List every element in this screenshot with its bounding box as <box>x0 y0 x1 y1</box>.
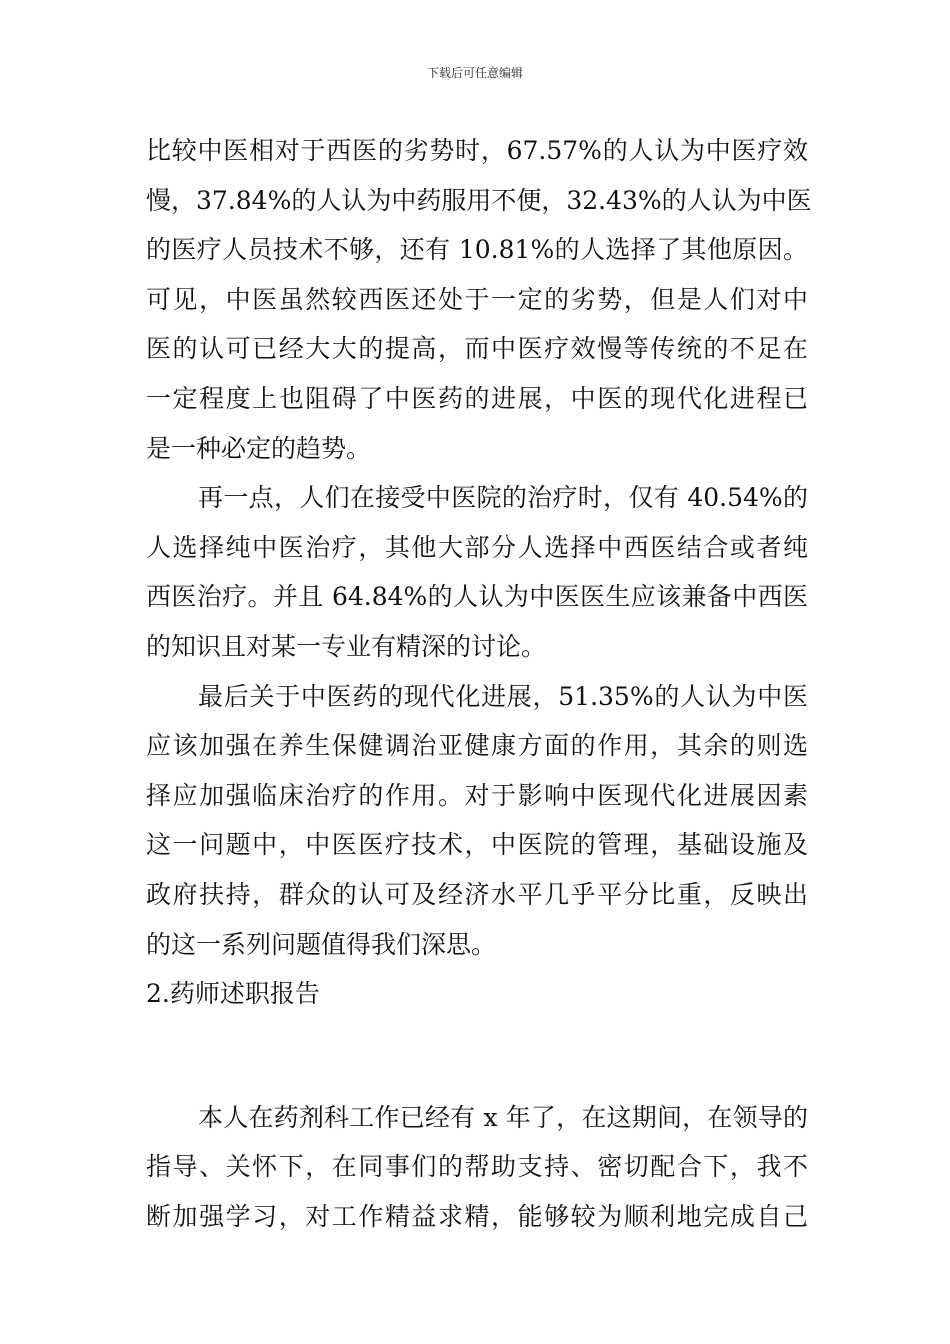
text-line: 慢，37.84%的人认为中药服用不便，32.43%的人认为中医 <box>146 185 812 215</box>
text-line: 断加强学习，对工作精益求精，能够较为顺利地完成自己 <box>146 1201 808 1231</box>
paragraph-report <box>146 1093 808 1242</box>
text-line: 的知识且对某一专业有精深的讨论。 <box>146 631 547 661</box>
text-line: 人选择纯中医治疗，其他大部分人选择中西医结合或者纯 <box>146 532 808 562</box>
text-line: 择应加强临床治疗的作用。对于影响中医现代化进展因素 <box>146 780 808 810</box>
text-line: 政府扶持，群众的认可及经济水平几乎平分比重，反映出 <box>146 879 808 909</box>
text-line: 是一种必定的趋势。 <box>146 433 372 463</box>
text-line: 再一点，人们在接受中医院的治疗时，仅有 40.54%的 <box>198 483 808 513</box>
paragraph-disadvantages <box>146 126 812 473</box>
text-line: 应该加强在养生保健调治亚健康方面的作用，其余的则选 <box>146 731 808 761</box>
text-line: 指导、关怀下，在同事们的帮助支持、密切配合下，我不 <box>146 1152 808 1182</box>
paragraph-treatment-choice <box>146 473 808 671</box>
text-line: 比较中医相对于西医的劣势时，67.57%的人认为中医疗效 <box>146 136 808 165</box>
text-line: 本人在药剂科工作已经有 x 年了，在这期间，在领导的 <box>198 1102 808 1132</box>
section-heading: 2.药师述职报告 <box>146 979 320 1009</box>
page-header-note: 下载后可任意编辑 <box>426 66 523 80</box>
text-line: 这一问题中，中医医疗技术，中医院的管理，基础设施及 <box>146 830 808 860</box>
text-line: 西医治疗。并且 64.84%的人认为中医医生应该兼备中西医 <box>146 582 808 612</box>
text-line: 的这一系列问题值得我们深思。 <box>146 929 497 959</box>
text-line: 可见，中医虽然较西医还处于一定的劣势，但是人们对中 <box>146 284 808 314</box>
text-line: 一定程度上也阻碍了中医药的进展，中医的现代化进程已 <box>146 383 808 413</box>
text-line: 的医疗人员技术不够，还有 10.81%的人选择了其他原因。 <box>146 235 808 265</box>
paragraph-modernization <box>146 672 808 970</box>
text-line: 医的认可已经大大的提高，而中医疗效慢等传统的不足在 <box>146 334 808 364</box>
text-line: 最后关于中医药的现代化进展，51.35%的人认为中医 <box>198 681 808 711</box>
document-body <box>146 126 812 1241</box>
section-spacer <box>146 1019 808 1093</box>
